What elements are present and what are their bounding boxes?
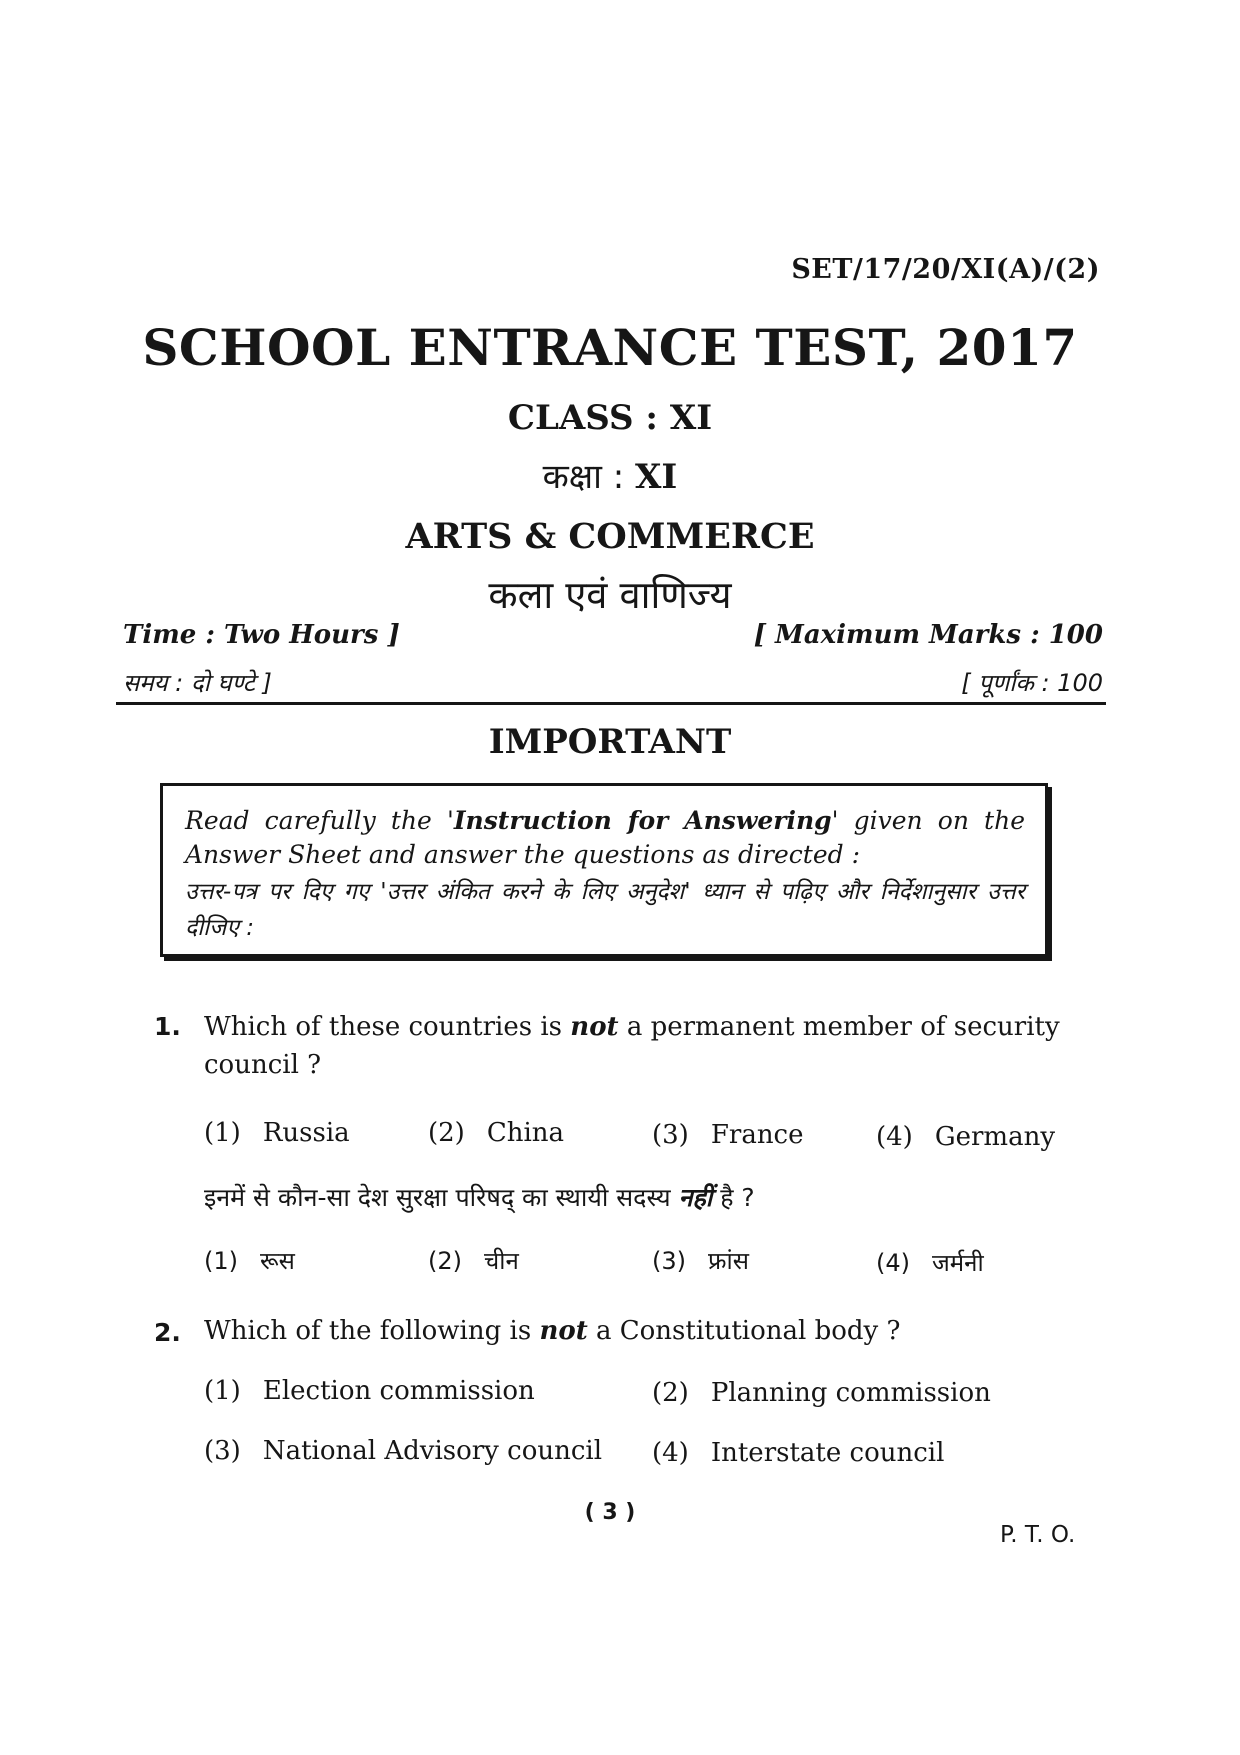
instruction-hindi: उत्तर-पत्र पर दिए गए 'उत्तर अंकित करने के लिए अनुदेश' ध्यान से पढ़िए और निर्देशानुसार उत्तर दीजिए : bbox=[185, 879, 1025, 941]
option-number: (2) bbox=[428, 1118, 465, 1148]
time-english: Time : Two Hours ] bbox=[123, 620, 400, 650]
class-label-english: CLASS : XI bbox=[507, 398, 713, 438]
exam-title: SCHOOL ENTRANCE TEST, 2017 bbox=[142, 318, 1078, 377]
question-text-part: इनमें से कौन-सा देश सुरक्षा परिषद् का स्थायी सदस्य bbox=[204, 1183, 679, 1212]
option-number: (1) bbox=[204, 1376, 241, 1406]
option-english bbox=[876, 1122, 1055, 1152]
option-english bbox=[204, 1436, 602, 1466]
option-number: (4) bbox=[876, 1122, 913, 1152]
option-hindi bbox=[876, 1246, 984, 1279]
meta-row-hindi bbox=[123, 666, 1103, 699]
class-hindi-label: कक्षा : bbox=[542, 457, 625, 497]
question-number: 1. bbox=[154, 1012, 181, 1041]
set-code: SET/17/20/XI(A)/(2) bbox=[791, 254, 1100, 285]
option-text: National Advisory council bbox=[262, 1436, 603, 1466]
option-text: चीन bbox=[484, 1247, 519, 1275]
option-text: Germany bbox=[934, 1122, 1056, 1152]
question-text-english bbox=[204, 1312, 1104, 1350]
option-text: फ्रांस bbox=[708, 1247, 749, 1275]
option-text: Russia bbox=[262, 1118, 350, 1148]
important-heading: IMPORTANT bbox=[488, 722, 732, 762]
question-text-hindi bbox=[204, 1180, 755, 1214]
class-hindi-value: XI bbox=[635, 457, 678, 497]
option-number: (1) bbox=[204, 1247, 238, 1275]
option-hindi bbox=[652, 1244, 749, 1277]
question-text-part: Which of the following is bbox=[204, 1316, 540, 1346]
option-english bbox=[652, 1120, 804, 1150]
question-text-part: a Constitutional body ? bbox=[587, 1316, 901, 1346]
option-english bbox=[204, 1118, 350, 1148]
option-number: (4) bbox=[876, 1249, 910, 1277]
question-emphasis: नहीं bbox=[678, 1183, 713, 1212]
question-emphasis: not bbox=[539, 1316, 588, 1346]
meta-row-english bbox=[123, 620, 1103, 650]
pto-label: P. T. O. bbox=[1000, 1522, 1076, 1548]
option-english bbox=[428, 1118, 564, 1148]
max-marks-english: [ Maximum Marks : 100 bbox=[753, 620, 1103, 650]
question-text-part: है ? bbox=[712, 1183, 755, 1212]
option-text: Interstate council bbox=[710, 1438, 945, 1468]
max-marks-hindi: [ पूर्णांक : 100 bbox=[961, 669, 1103, 697]
option-number: (3) bbox=[652, 1120, 689, 1150]
option-text: जर्मनी bbox=[932, 1249, 984, 1277]
header-divider bbox=[116, 702, 1106, 705]
option-number: (3) bbox=[204, 1436, 241, 1466]
question-emphasis: not bbox=[570, 1012, 619, 1042]
option-number: (1) bbox=[204, 1118, 241, 1148]
instruction-text-part: ' given on the Answer Sheet and answer the questions as directed : bbox=[185, 806, 1025, 869]
option-english bbox=[204, 1376, 535, 1406]
class-label-hindi bbox=[0, 452, 1220, 498]
option-hindi bbox=[428, 1244, 519, 1277]
stream-english: ARTS & COMMERCE bbox=[405, 516, 815, 557]
question-text-english bbox=[204, 1008, 1104, 1084]
instruction-box bbox=[160, 783, 1048, 957]
option-number: (4) bbox=[652, 1438, 689, 1468]
option-text: China bbox=[486, 1118, 565, 1148]
page-number: ( 3 ) bbox=[584, 1500, 636, 1525]
option-number: (2) bbox=[652, 1378, 689, 1408]
option-text: Planning commission bbox=[710, 1378, 991, 1408]
instruction-text-part: Read carefully the ' bbox=[185, 806, 454, 835]
option-english bbox=[652, 1438, 944, 1468]
option-text: रूस bbox=[260, 1247, 295, 1275]
question-text-part: Which of these countries is bbox=[204, 1012, 571, 1042]
question-text-part: a permanent member of security council ? bbox=[204, 1012, 1060, 1080]
question-number: 2. bbox=[154, 1318, 181, 1347]
option-english bbox=[652, 1378, 991, 1408]
option-text: France bbox=[710, 1120, 804, 1150]
option-number: (3) bbox=[652, 1247, 686, 1275]
option-number: (2) bbox=[428, 1247, 462, 1275]
instruction-english bbox=[185, 804, 1025, 872]
stream-hindi: कला एवं वाणिज्य bbox=[488, 573, 732, 617]
time-hindi: समय : दो घण्टे ] bbox=[123, 669, 272, 697]
option-hindi bbox=[204, 1244, 295, 1277]
option-text: Election commission bbox=[262, 1376, 535, 1406]
instruction-emphasis: Instruction for Answering bbox=[453, 806, 832, 835]
